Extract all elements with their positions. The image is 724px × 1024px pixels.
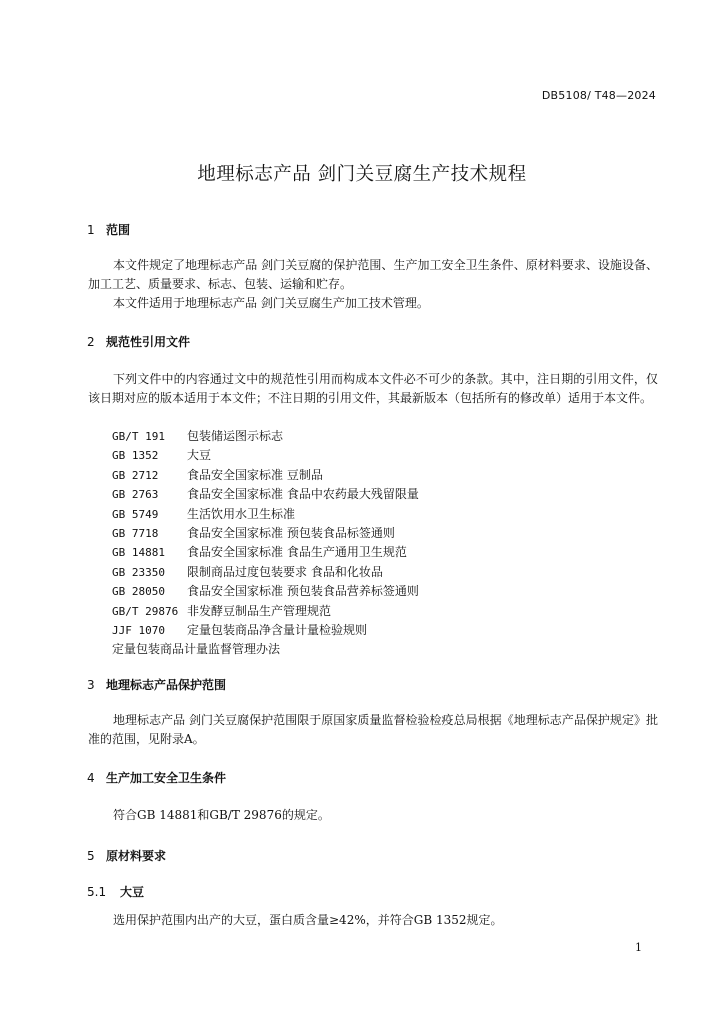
section-title: 范围	[106, 223, 131, 237]
section-number: 5.1	[87, 885, 107, 899]
section-title: 大豆	[120, 885, 145, 899]
section-heading	[87, 221, 130, 238]
section-title: 生产加工安全卫生条件	[106, 771, 227, 785]
reference-title: 食品安全国家标准 食品中农药最大残留限量	[187, 487, 419, 502]
reference-title: 包装储运图示标志	[187, 429, 284, 443]
reference-title: 非发酵豆制品生产管理规范	[187, 603, 332, 618]
section-title: 地理标志产品保护范围	[106, 678, 227, 692]
subsection-heading	[87, 883, 144, 900]
document-title: 地理标志产品 剑门关豆腐生产技术规程	[197, 164, 527, 185]
reference-code: GB/T 29876	[112, 604, 179, 618]
paragraph: 选用保护范围内出产的大豆，蛋白质含量≥42%，并符合GB 1352规定。	[113, 913, 503, 927]
reference-list	[112, 427, 419, 660]
list-item	[112, 602, 419, 621]
document-code: DB5108/ T48—2024	[541, 89, 656, 102]
reference-title: 大豆	[187, 448, 212, 463]
reference-code: GB 23350	[112, 565, 165, 579]
reference-title: 食品安全国家标准 豆制品	[187, 467, 323, 482]
paragraph: 符合GB 14881和GB/T 29876的规定。	[113, 808, 330, 822]
list-item	[112, 485, 419, 504]
reference-code: GB 2712	[112, 468, 159, 482]
section-heading	[87, 333, 190, 350]
list-item	[112, 563, 419, 582]
page-number: 1	[635, 941, 642, 954]
reference-code: GB 7718	[112, 526, 159, 540]
section-number: 1	[87, 223, 95, 237]
list-item	[112, 524, 419, 543]
reference-code: GB 5749	[112, 507, 159, 521]
reference-code: GB 28050	[112, 585, 165, 599]
reference-code: GB/T 191	[112, 430, 165, 443]
section-title: 规范性引用文件	[106, 335, 191, 349]
reference-code: GB 1352	[112, 449, 159, 463]
list-item	[112, 505, 419, 524]
reference-title: 食品安全国家标准 食品生产通用卫生规范	[187, 545, 407, 560]
reference-code: GB 2763	[112, 488, 159, 502]
section-number: 2	[87, 335, 95, 349]
section-heading	[87, 847, 166, 864]
reference-code: JJF 1070	[112, 623, 165, 637]
reference-title: 食品安全国家标准 预包装食品营养标签通则	[187, 584, 419, 599]
paragraph: 本文件规定了地理标志产品 剑门关豆腐的保护范围、生产加工安全卫生条件、原材料要求、设施设备、加工工艺、质量要求、标志、包装、运输和贮存。	[88, 258, 658, 291]
section-title: 原材料要求	[106, 849, 167, 863]
list-item	[112, 543, 419, 562]
reference-code: GB 14881	[112, 546, 165, 560]
reference-title: 生活饮用水卫生标准	[187, 506, 296, 521]
reference-title: 限制商品过度包装要求 食品和化妆品	[187, 564, 383, 579]
paragraph: 本文件适用于地理标志产品 剑门关豆腐生产加工技术管理。	[113, 296, 429, 310]
section-number: 4	[87, 771, 95, 785]
list-item	[112, 582, 419, 601]
paragraph: 下列文件中的内容通过文中的规范性引用而构成本文件必不可少的条款。其中，注日期的引用文件，仅该日期对应的版本适用于本文件；不注日期的引用文件，其最新版本（包括所有的修改单）适用于本文件。	[88, 372, 658, 405]
section-heading	[87, 676, 226, 693]
reference-title: 食品安全国家标准 预包装食品标签通则	[187, 525, 395, 540]
paragraph: 地理标志产品 剑门关豆腐保护范围限于原国家质量监督检验检疫总局根据《地理标志产品保护规定》批准的范围，见附录A。	[88, 713, 658, 746]
reference-title: 定量包装商品净含量计量检验规则	[187, 622, 368, 637]
list-item	[112, 466, 419, 485]
list-item	[112, 446, 419, 465]
section-number: 5	[87, 849, 95, 863]
list-item	[112, 621, 419, 640]
list-item	[112, 427, 419, 446]
list-item	[112, 640, 419, 659]
reference-title: 定量包装商品计量监督管理办法	[112, 642, 281, 657]
section-number: 3	[87, 678, 95, 692]
section-heading	[87, 769, 226, 786]
